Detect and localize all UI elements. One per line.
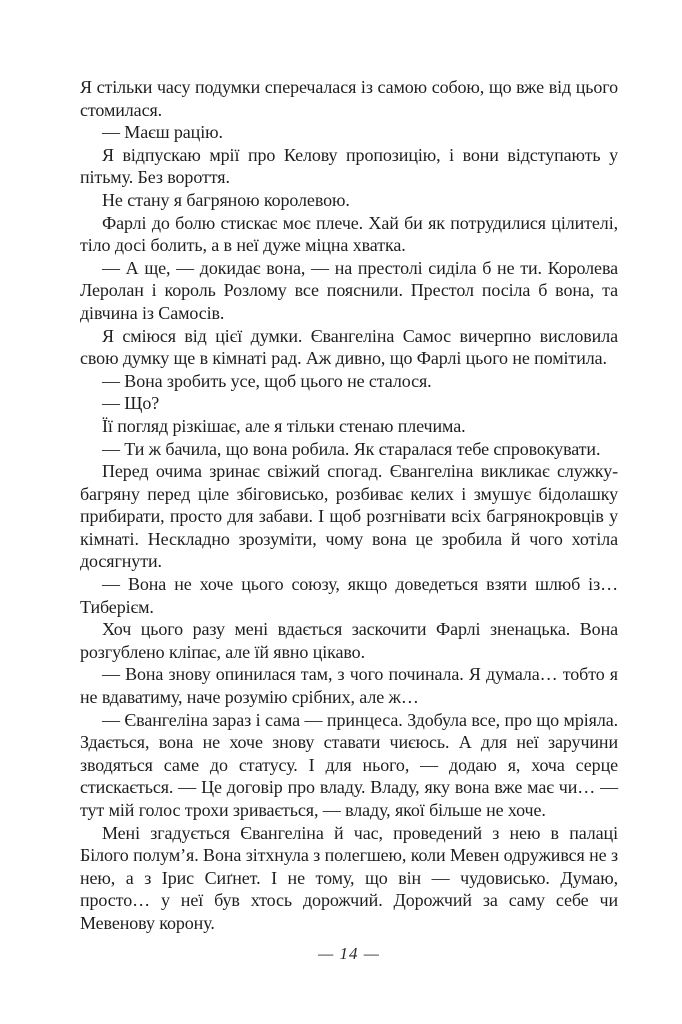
page-number: — 14 — bbox=[318, 944, 380, 963]
paragraph: — Маєш рацію. bbox=[102, 122, 223, 143]
paragraph: Перед очима зринає свіжий спогад. Євангеліна викликає служку-багряну перед ціле збіговисько, розбиває келих і змушує бідолашку прибирати, просто для забави. І щоб розгнівати всіх багрянокровців у кімнаті. Нескладно зрозуміти, чому вона це зробила й чого хотіла досягнути. bbox=[80, 461, 618, 572]
paragraph: Я сміюся від цієї думки. Євангеліна Самос вичерпно висловила свою думку ще в кімнаті рад. Аж дивно, що Фарлі цього не помітила. bbox=[80, 325, 618, 369]
paragraph: Її погляд різкішає, але я тільки стенаю плечима. bbox=[102, 415, 466, 436]
paragraph: Фарлі до болю стискає моє плече. Хай би як потрудилися цілителі, тіло досі болить, а в неї дуже міцна хватка. bbox=[80, 212, 618, 256]
paragraph: — Вона зробить усе, щоб цього не сталося. bbox=[102, 370, 432, 391]
paragraph: — Що? bbox=[102, 393, 160, 414]
paragraph: — Вона не хоче цього союзу, якщо доведеться взяти шлюб із… Тиберієм. bbox=[80, 574, 618, 617]
paragraph: Хоч цього разу мені вдається заскочити Фарлі зненацька. Вона розгублено кліпає, але їй явно цікаво. bbox=[80, 619, 618, 662]
paragraph: Я відпускаю мрії про Келову пропозицію, і вони відступають у пітьму. Без вороття. bbox=[80, 144, 618, 188]
page-text bbox=[80, 76, 618, 935]
paragraph: — Євангеліна зараз і сама — принцеса. Здобула все, про що мріяла. Здається, вона не хоче знову ставати чиєюсь. А для неї заручини зводяться саме до статусу. І для нього, — додаю я, хоча серце стискається. — Це договір про владу. Владу, яку вона вже має чи… — тут мій голос трохи зривається, — владу, якої більше не хоче. bbox=[80, 709, 618, 820]
paragraph: — А ще, — докидає вона, — на престолі сиділа б не ти. Королева Леролан і король Розлому все пояснили. Престол посіла б вона, та дівчина із Самосів. bbox=[80, 257, 618, 323]
paragraph: Мені згадується Євангеліна й час, проведений з нею в палаці Білого полум’я. Вона зітхнула з полегшею, коли Мевен одружився не з нею, а з Ірис Сиґнет. І не тому, що він — чудовисько. Думаю, просто… у неї був хтось дорожчий. Дорожчий за саму себе чи Мевенову корону. bbox=[80, 822, 618, 933]
page-number-footer bbox=[80, 944, 618, 964]
paragraph: — Вона знову опинилася там, з чого починала. Я думала… тобто я не вдаватиму, наче розумію срібних, але ж… bbox=[80, 664, 618, 708]
paragraph: Не стану я багряною королевою. bbox=[102, 189, 350, 210]
paragraph: — Ти ж бачила, що вона робила. Як старалася тебе спровокувати. bbox=[102, 438, 601, 459]
paragraph: Я стільки часу подумки сперечалася із самою собою, що вже від цього стомилася. bbox=[80, 77, 618, 120]
